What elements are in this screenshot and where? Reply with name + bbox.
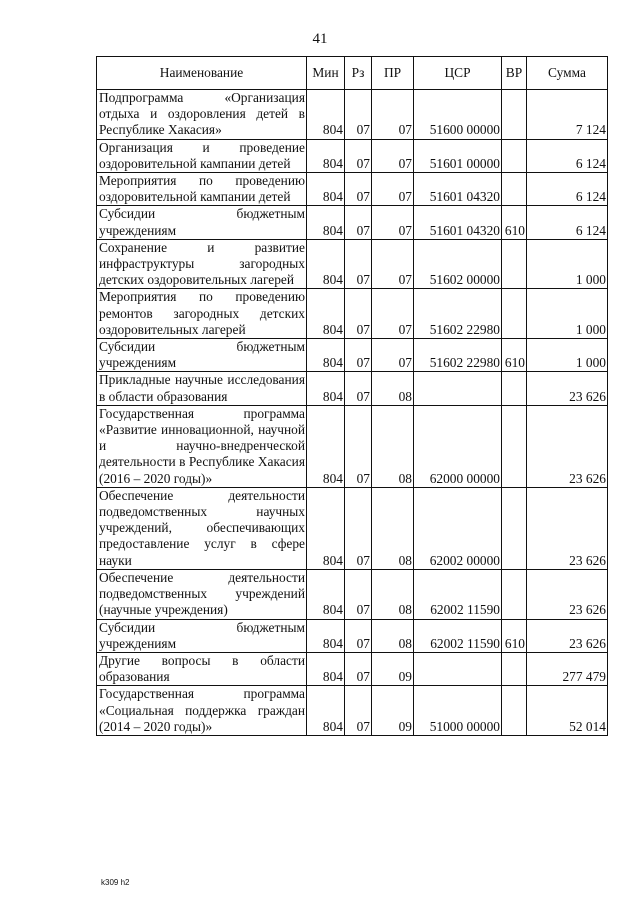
- header-sum: Сумма: [527, 57, 608, 90]
- row-sum: 6 124: [527, 173, 608, 206]
- row-name: Организация и проведение оздоровительной кампании детей: [97, 139, 307, 172]
- row-rz: 07: [345, 289, 372, 339]
- row-csr: 62000 00000: [414, 405, 502, 487]
- table-row: [97, 619, 608, 652]
- row-min: 804: [307, 173, 345, 206]
- table-row: [97, 686, 608, 736]
- row-csr: 51602 22980: [414, 339, 502, 372]
- row-rz: 07: [345, 686, 372, 736]
- row-csr: 51601 04320: [414, 173, 502, 206]
- page-number: 41: [312, 31, 328, 47]
- row-pr: 08: [372, 372, 414, 405]
- table-row: [97, 652, 608, 685]
- row-name: Мероприятия по проведению оздоровительной кампании детей: [97, 173, 307, 206]
- row-pr: 07: [372, 139, 414, 172]
- row-name: Обеспечение деятельности подведомственных научных учреждений, обеспечивающих предоставление услуг в сфере науки: [97, 487, 307, 569]
- row-sum: 6 124: [527, 206, 608, 239]
- row-pr: 07: [372, 90, 414, 140]
- row-rz: 07: [345, 339, 372, 372]
- row-vr: [502, 90, 527, 140]
- row-pr: 07: [372, 339, 414, 372]
- row-pr: 07: [372, 173, 414, 206]
- row-sum: 23 626: [527, 569, 608, 619]
- row-vr: 610: [502, 619, 527, 652]
- table-row: [97, 289, 608, 339]
- row-rz: 07: [345, 206, 372, 239]
- row-pr: 08: [372, 569, 414, 619]
- row-pr: 07: [372, 206, 414, 239]
- header-rz: Рз: [345, 57, 372, 90]
- row-sum: 23 626: [527, 372, 608, 405]
- row-min: 804: [307, 372, 345, 405]
- table-row: [97, 569, 608, 619]
- table-row: [97, 139, 608, 172]
- row-vr: 610: [502, 206, 527, 239]
- header-min: Мин: [307, 57, 345, 90]
- row-name: Подпрограмма «Организация отдыха и оздоровления детей в Республике Хакасия»: [97, 90, 307, 140]
- row-vr: [502, 239, 527, 289]
- table-row: [97, 405, 608, 487]
- row-pr: 07: [372, 289, 414, 339]
- row-min: 804: [307, 239, 345, 289]
- budget-table: [96, 56, 608, 736]
- row-vr: [502, 372, 527, 405]
- row-csr: 62002 00000: [414, 487, 502, 569]
- header-pr: ПР: [372, 57, 414, 90]
- row-name: Государственная программа «Социальная поддержка граждан (2014 – 2020 годы)»: [97, 686, 307, 736]
- row-csr: 62002 11590: [414, 619, 502, 652]
- row-vr: [502, 139, 527, 172]
- row-name: Другие вопросы в области образования: [97, 652, 307, 685]
- row-vr: [502, 289, 527, 339]
- row-sum: 1 000: [527, 239, 608, 289]
- row-csr: 51601 04320: [414, 206, 502, 239]
- row-vr: 610: [502, 339, 527, 372]
- row-rz: 07: [345, 569, 372, 619]
- row-name: Мероприятия по проведению ремонтов загородных детских оздоровительных лагерей: [97, 289, 307, 339]
- table-row: [97, 206, 608, 239]
- row-name: Субсидии бюджетным учреждениям: [97, 619, 307, 652]
- row-name: Субсидии бюджетным учреждениям: [97, 206, 307, 239]
- row-rz: 07: [345, 487, 372, 569]
- table-body: [97, 90, 608, 736]
- row-csr: [414, 652, 502, 685]
- row-vr: [502, 652, 527, 685]
- row-sum: 6 124: [527, 139, 608, 172]
- row-min: 804: [307, 90, 345, 140]
- footer-code: k309 h2: [101, 878, 130, 887]
- table-row: [97, 487, 608, 569]
- row-name: Прикладные научные исследования в области образования: [97, 372, 307, 405]
- row-pr: 07: [372, 239, 414, 289]
- row-sum: 1 000: [527, 339, 608, 372]
- row-min: 804: [307, 652, 345, 685]
- row-vr: [502, 173, 527, 206]
- table-header-row: [97, 57, 608, 90]
- row-sum: 277 479: [527, 652, 608, 685]
- row-min: 804: [307, 289, 345, 339]
- header-name: Наименование: [97, 57, 307, 90]
- row-csr: [414, 372, 502, 405]
- row-rz: 07: [345, 619, 372, 652]
- row-csr: 51602 22980: [414, 289, 502, 339]
- row-csr: 51600 00000: [414, 90, 502, 140]
- row-sum: 1 000: [527, 289, 608, 339]
- row-csr: 51602 00000: [414, 239, 502, 289]
- row-rz: 07: [345, 139, 372, 172]
- row-csr: 62002 11590: [414, 569, 502, 619]
- row-pr: 09: [372, 686, 414, 736]
- row-pr: 09: [372, 652, 414, 685]
- row-min: 804: [307, 339, 345, 372]
- row-name: Обеспечение деятельности подведомственных учреждений (научные учреждения): [97, 569, 307, 619]
- row-sum: 52 014: [527, 686, 608, 736]
- row-min: 804: [307, 139, 345, 172]
- row-min: 804: [307, 487, 345, 569]
- table-row: [97, 339, 608, 372]
- row-rz: 07: [345, 372, 372, 405]
- row-rz: 07: [345, 652, 372, 685]
- row-min: 804: [307, 569, 345, 619]
- row-vr: [502, 569, 527, 619]
- row-sum: 23 626: [527, 487, 608, 569]
- row-min: 804: [307, 619, 345, 652]
- row-pr: 08: [372, 619, 414, 652]
- row-rz: 07: [345, 405, 372, 487]
- row-sum: 23 626: [527, 405, 608, 487]
- table-row: [97, 239, 608, 289]
- row-rz: 07: [345, 239, 372, 289]
- row-min: 804: [307, 206, 345, 239]
- row-rz: 07: [345, 90, 372, 140]
- row-sum: 23 626: [527, 619, 608, 652]
- row-csr: 51000 00000: [414, 686, 502, 736]
- row-vr: [502, 487, 527, 569]
- row-name: Сохранение и развитие инфраструктуры загородных детских оздоровительных лагерей: [97, 239, 307, 289]
- row-name: Государственная программа «Развитие инновационной, научной и научно-внедренческой деятельности в Республике Хакасия (2016 – 2020 годы)»: [97, 405, 307, 487]
- row-pr: 08: [372, 405, 414, 487]
- row-csr: 51601 00000: [414, 139, 502, 172]
- row-rz: 07: [345, 173, 372, 206]
- table-row: [97, 90, 608, 140]
- table-row: [97, 372, 608, 405]
- row-vr: [502, 405, 527, 487]
- header-csr: ЦСР: [414, 57, 502, 90]
- row-name: Субсидии бюджетным учреждениям: [97, 339, 307, 372]
- row-pr: 08: [372, 487, 414, 569]
- row-min: 804: [307, 405, 345, 487]
- row-vr: [502, 686, 527, 736]
- row-sum: 7 124: [527, 90, 608, 140]
- row-min: 804: [307, 686, 345, 736]
- table-row: [97, 173, 608, 206]
- header-vr: ВР: [502, 57, 527, 90]
